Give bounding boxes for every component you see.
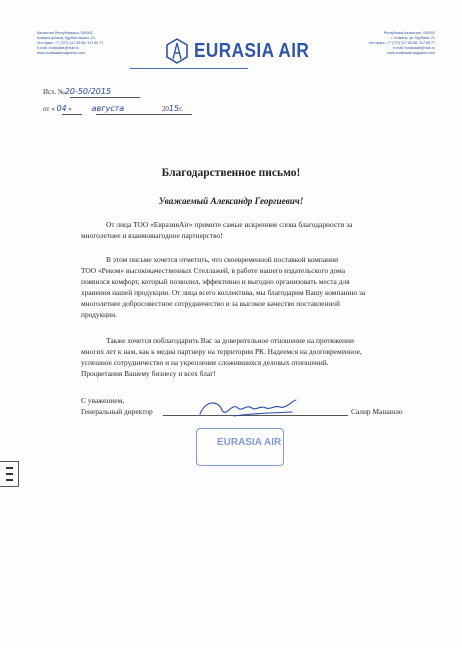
paragraph-line: От лица ТОО «ЕвразияAir» примите самые искренние слова благодарности за: [106, 220, 353, 229]
paragraph-1: [81, 219, 431, 241]
outgoing-number-label: Исх. №: [43, 88, 65, 96]
address-left: [37, 31, 103, 56]
logo-text: EURASIA AIR: [194, 39, 310, 62]
letter-date: [43, 104, 183, 113]
outgoing-number-value: 20-50/2015: [64, 87, 112, 96]
address-right: [360, 31, 435, 56]
company-logo: [165, 38, 328, 64]
month-underline: [96, 114, 192, 115]
address-line: тел./факс: +7 (727) 317 85 65, 317 85 77: [368, 41, 435, 45]
paragraph-3: [81, 335, 431, 379]
date-year-suffix: 15: [168, 104, 180, 113]
signer-name: Салир Машанло: [351, 407, 403, 416]
paragraph-line: успешное сотрудничество и на укрепление сложившихся деловых отношений.: [81, 358, 329, 367]
address-line: Республика Казахстан, 050002: [383, 31, 435, 35]
address-line: Алматы қаласы, Құрбан көшесі, 21: [37, 36, 96, 40]
paragraph-line: Также хочется поблагодарить Вас за доверительное отношение на протяжении: [106, 336, 354, 345]
date-year-unit: г.: [179, 105, 183, 113]
address-line: www.eurasiaairmagazine.com: [387, 51, 435, 55]
handwritten-signature: [196, 396, 306, 420]
address-line: e-mail: eurasiaair@mail.ru: [37, 46, 79, 50]
logo-emblem-icon: [165, 38, 189, 64]
stamp-text: EURASIA AIR: [217, 437, 282, 448]
address-line: Казахстан Республикасы, 050002: [37, 31, 93, 35]
signer-title: Генеральный директор: [81, 407, 153, 416]
date-day: 04: [56, 104, 67, 113]
date-year-prefix: 20: [161, 105, 169, 113]
date-month: августа: [91, 104, 125, 113]
paragraph-line: многих лет к нам, как к медиа партнеру на территории РК. Надеемся на долговременное,: [81, 347, 362, 356]
address-line: www.eurasiaairmagazine.com: [37, 51, 85, 55]
company-stamp: [196, 428, 284, 466]
address-line: тел./факс: +7 (727) 317 85 65, 317 85 77: [37, 41, 104, 45]
address-line: г. Алматы, ул. Курбана, 21: [391, 36, 435, 40]
paragraph-line: продукции.: [81, 310, 117, 319]
paragraph-line: многолетнее и взаимовыгодное партнерство!: [81, 231, 223, 240]
paragraph-2: [81, 254, 431, 320]
paragraph-line: Процветания Вашему бизнесу и всех благ!: [81, 369, 216, 378]
letter-title: Благодарственное письмо!: [161, 167, 301, 179]
letter-greeting: Уважаемый Александр Георгиевич!: [158, 196, 304, 206]
closing-phrase: С уважением,: [81, 396, 125, 405]
day-underline: [62, 114, 82, 115]
paragraph-line: хранения нашей продукции. От лица всего коллектива, мы благодарим Вашу компанию за: [81, 288, 366, 297]
paragraph-line: появился комфорт, который позволил, эффективно и выгодно организовать места для: [81, 277, 350, 286]
date-quote-close: »: [68, 105, 72, 113]
outgoing-number: [43, 87, 111, 96]
number-underline: [70, 97, 140, 98]
address-line: e-mail: eurasiaair@mail.ru: [393, 46, 435, 50]
letterhead-divider: [130, 68, 248, 69]
paragraph-line: ТОО «Реком» высококачественных Стеллажей, в работе нашего издательского дома: [81, 266, 346, 275]
binder-edge-mark: [0, 461, 19, 487]
date-from-label: от «: [43, 105, 55, 113]
paragraph-line: В этом письме хочется отметить, что своевременной поставкой компании: [106, 255, 339, 264]
paragraph-line: многолетнее добросовестное сотрудничество и за высокое качество поставленной: [81, 299, 340, 308]
